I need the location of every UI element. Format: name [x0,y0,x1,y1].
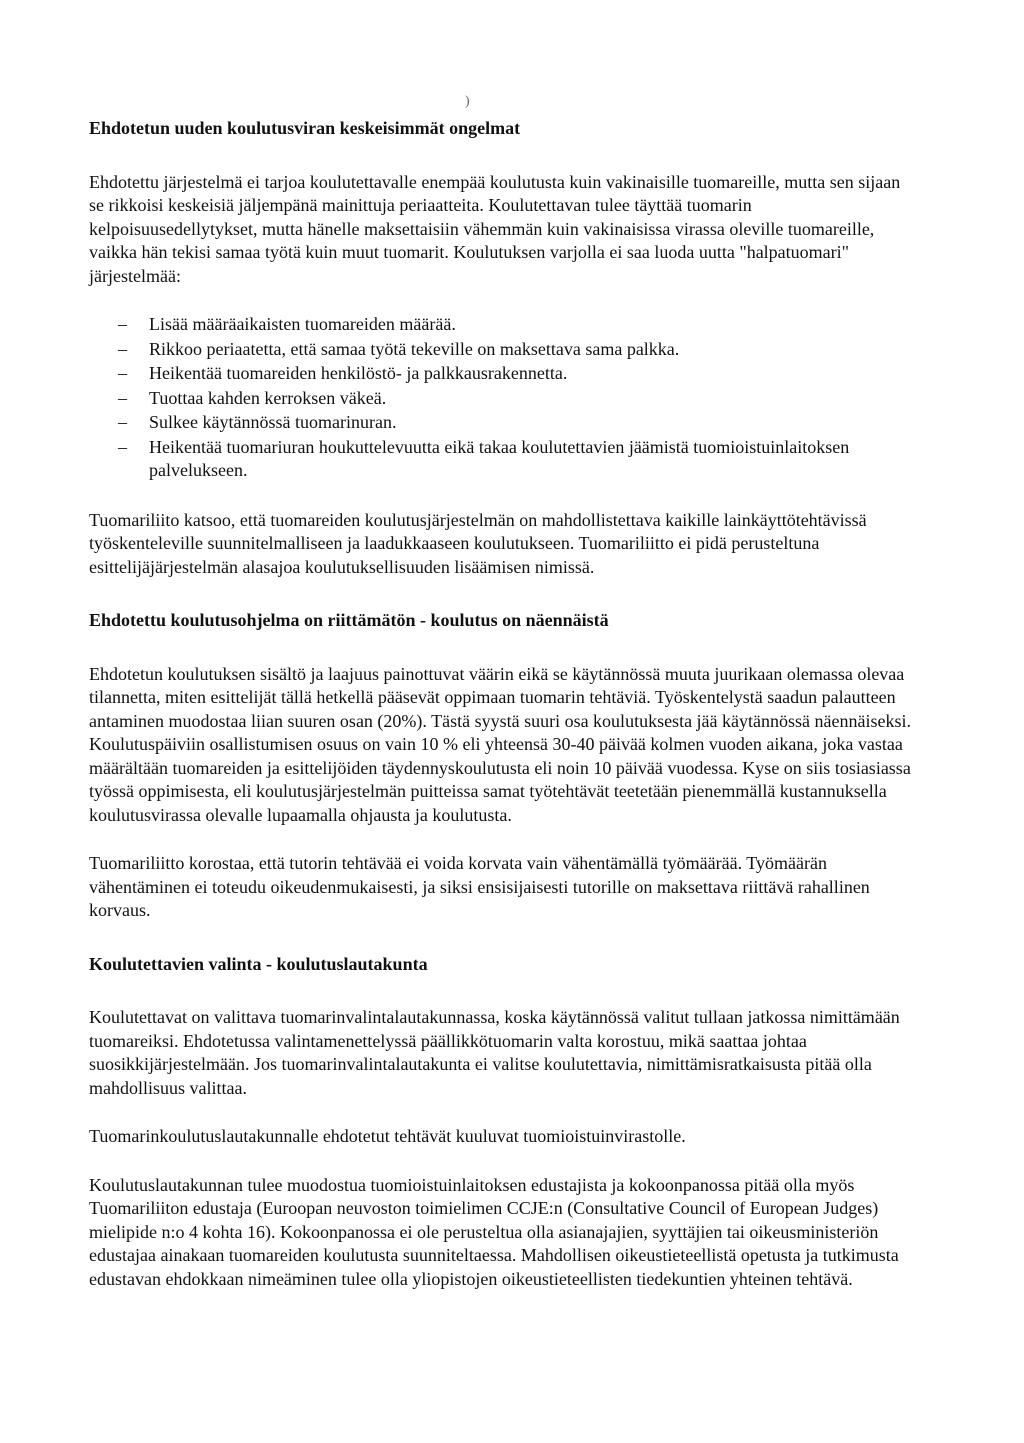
list-item [89,338,919,362]
list-item-text: Lisää määräaikaisten tuomareiden määrää. [149,314,456,334]
section-3-paragraph-1: Koulutettavat on valittava tuomarinvalintalautakunnassa, koska käytännössä valitut tullaan jatkossa nimittämään tuomareiksi. Ehdotetussa valintamenettelyssä päällikkötuomarin valta korostuu, mikä saattaa johtaa suosikkijärjestelmään. Jos tuomarinvalintalautakunta ei valitse koulutettavia, nimittämisratkaisusta pitää olla mahdollisuus valittaa. [89,1007,900,1098]
dash-marker: – [118,338,127,359]
list-item-text: Rikkoo periaatetta, että samaa työtä tekeville on maksettava sama palkka. [149,338,680,359]
list-item [89,411,919,435]
list-item [89,436,919,483]
dash-marker: – [118,436,127,457]
problem-list [89,313,919,483]
list-item [89,362,919,386]
section-1-intro: Ehdotettu järjestelmä ei tarjoa koulutettavalle enempää koulutusta kuin vakinaisille tuomareille, mutta sen sijaan se rikkoisi keskeisiä jäljempänä mainittuja periaatteita. Koulutettavan tulee täyttää tuomarin kelpoisuusedellytykset, mutta hänelle maksettaisiin vähemmän kuin vakinaisissa virassa oleville tuomareille, vaikka hän tekisi samaa työtä kuin muut tuomarit. Koulutuksen varjolla ei saa luoda uutta "halpatuomari" järjestelmää: [89,171,901,286]
section-2-paragraph-1: Ehdotetun koulutuksen sisältö ja laajuus painottuvat väärin eikä se käytännössä muuta juurikaan olemassa olevaa tilannetta, miten esittelijät tällä hetkellä pääsevät oppimaan tuomarin tehtäviä. Työskentelystä saadun palautteen antaminen muodostaa liian suuren osan (20%). Tästä syystä suuri osa koulutuksesta jää käytännössä näennäiseksi. Koulutuspäiviin osallistumisen osuus on vain 10 % eli yhteensä 30-40 päivää kolmen vuoden aikana, joka vastaa määrältään tuomareiden ja esittelijöiden täydennyskoulutusta eli noin 10 päivää vuodessa. Kyse on siis tosiasiassa työssä oppimisesta, eli koulutusjärjestelmän puitteissa samat työtehtävät teetetään pienemmällä kustannuksella koulutusvirassa olevalle lupaamalla ohjausta ja koulutusta. [89,663,911,825]
section-3-paragraph-2: Tuomarinkoulutuslautakunnalle ehdotetut tehtävät kuuluvat tuomioistuinvirastolle. [89,1126,686,1146]
scan-artifact: ) [465,94,470,109]
section-heading-2: Ehdotettu koulutusohjelma on riittämätön - koulutus on näennäistä [89,610,609,630]
list-item [89,313,919,337]
dash-marker: – [118,387,127,408]
document-page [89,117,919,1291]
list-item-text: Sulkee käytännössä tuomarinuran. [149,412,397,432]
dash-marker: – [118,412,127,432]
section-2-paragraph-2: Tuomariliitto korostaa, että tutorin tehtävää ei voida korvata vain vähentämällä työmäärää. Työmäärän vähentäminen ei toteudu oikeudenmukaisesti, ja siksi ensisijaisesti tutorille on maksettava riittävä rahallinen korvaus. [89,853,870,920]
section-3-paragraph-3: Koulutuslautakunnan tulee muodostua tuomioistuinlaitoksen edustajista ja kokoonpanossa pitää olla myös Tuomariliiton edustaja (Euroopan neuvoston toimielimen CCJE:n (Consultative Council of European Judges) mielipide n:o 4 kohta 16). Kokoonpanossa ei ole perusteltua olla asianajajien, syyttäjien tai oikeusministeriön edustajaa ainakaan tuomareiden koulutusta suunniteltaessa. Mahdollisen oikeustieteellistä opetusta ja tutkimusta edustavan ehdokkaan nimeäminen tulee olla yliopistojen oikeustieteellisten tiedekuntien yhteinen tehtävä. [89,1174,899,1289]
dash-marker: – [118,314,127,334]
section-heading-1: Ehdotetun uuden koulutusviran keskeisimmät ongelmat [89,118,521,138]
dash-marker: – [118,363,127,383]
list-item-text: Heikentää tuomareiden henkilöstö- ja palkkausrakennetta. [149,363,568,383]
section-heading-3: Koulutettavien valinta - koulutuslautakunta [89,953,428,974]
list-item [89,387,919,411]
list-item-text: Tuottaa kahden kerroksen väkeä. [149,387,387,408]
list-item-text: Heikentää tuomariuran houkuttelevuutta eikä takaa koulutettavien jäämistä tuomioistuinlaitoksen palvelukseen. [149,436,850,480]
section-1-outro: Tuomariliito katsoo, että tuomareiden koulutusjärjestelmän on mahdollistettava kaikille lainkäyttötehtävissä työskenteleville suunnitelmalliseen ja laadukkaaseen koulutukseen. Tuomariliitto ei pidä perusteltuna esittelijäjärjestelmän alasajoa koulutuksellisuuden lisäämisen nimissä. [89,509,867,577]
